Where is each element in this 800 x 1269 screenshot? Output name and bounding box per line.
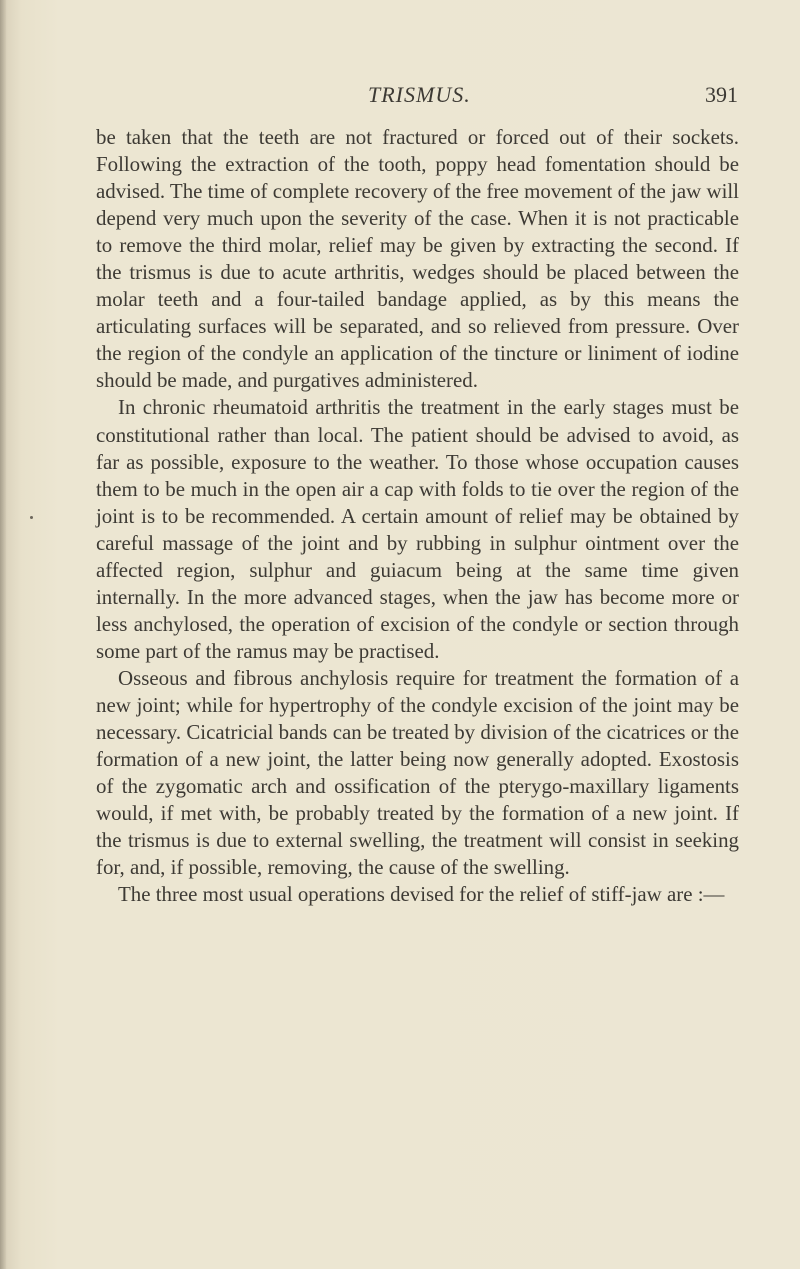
paragraph-continuation: be taken that the teeth are not fractured or forced out of their sockets. Following the extraction of the tooth, poppy head fomentation should be advised. The time of complete recovery of the free movement of the jaw will depend very much upon the severity of the case. When it is not practicable to remove the third molar, relief may be given by extracting the second. If the trismus is due to acute arthritis, wedges should be placed between the molar teeth and a four-tailed bandage applied, as by this means the articulating surfaces will be separated, and so relieved from pressure. Over the region of the condyle an application of the tincture or liniment of iodine should be made, and purgatives administered. [96,125,739,393]
page-header [96,82,738,112]
page-number: 391 [705,82,738,107]
paragraph-operations-intro: The three most usual operations devised for the relief of stiff-jaw are :— [118,882,725,907]
page-edge-shadow [0,0,6,1269]
margin-mark [30,516,33,519]
body-text [96,124,739,908]
running-title: TRISMUS. [368,82,471,107]
paragraph-anchylosis: Osseous and fibrous anchylosis require for treatment the formation of a new joint; while for hypertrophy of the condyle excision of the joint may be necessary. Cicatricial bands can be treated by division of the cicatrices or the formation of a new joint, the latter being now generally adopted. Exostosis of the zygomatic arch and ossification of the pterygo-maxillary ligaments would, if met with, be probably treated by the formation of a new joint. If the trismus is due to external swelling, the treatment will consist in seeking for, and, if possible, removing, the cause of the swelling. [96,665,739,880]
paragraph-chronic-arthritis: In chronic rheumatoid arthritis the treatment in the early stages must be constitutional rather than local. The patient should be advised to avoid, as far as possible, exposure to the weather. To those whose occupation causes them to be much in the open air a cap with folds to tie over the region of the joint is to be recommended. A certain amount of relief may be obtained by careful massage of the joint and by rubbing in sulphur ointment over the affected region, sulphur and guiacum being at the same time given internally. In the more advanced stages, when the jaw has become more or less anchylosed, the operation of excision of the condyle or section through some part of the ramus may be practised. [96,395,739,663]
